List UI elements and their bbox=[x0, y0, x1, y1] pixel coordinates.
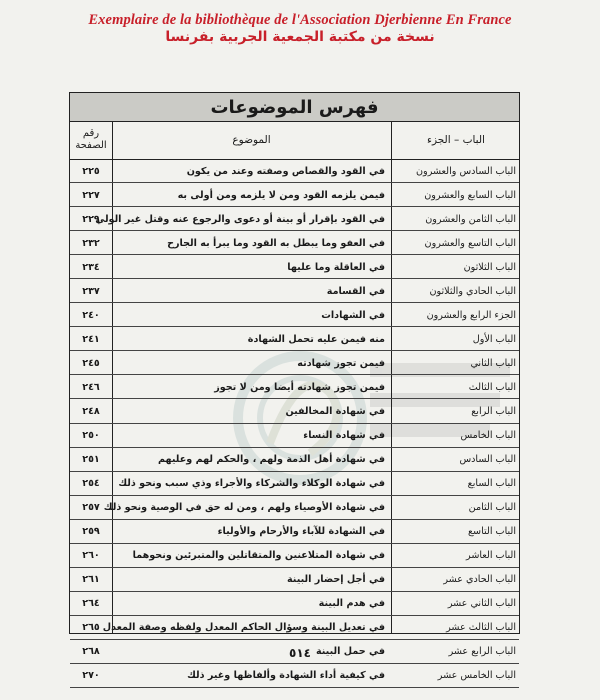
row-chapter: الباب الثالث عشر bbox=[446, 622, 516, 634]
row-page: ٢٤٨ bbox=[82, 405, 100, 417]
row-topic: في القسامة bbox=[326, 285, 385, 297]
row-topic: في حمل البينة bbox=[315, 646, 385, 658]
table-row bbox=[70, 351, 519, 375]
header-page-line2: الصفحة bbox=[75, 140, 107, 151]
row-topic: فيمن تجوز شهادته bbox=[297, 357, 385, 369]
row-topic: منه فيمن عليه تحمل الشهادة bbox=[247, 333, 385, 345]
row-rule bbox=[70, 687, 519, 688]
row-chapter: الباب الأول bbox=[472, 333, 516, 345]
row-chapter: الباب الثالث bbox=[468, 381, 516, 393]
table-row bbox=[70, 592, 519, 616]
page-number: ٥١٤ bbox=[289, 646, 311, 660]
row-chapter: الباب السابع والعشرون bbox=[424, 189, 516, 201]
row-chapter: الباب الثامن والعشرون bbox=[425, 213, 516, 225]
row-page: ٢٥٧ bbox=[82, 502, 100, 514]
row-topic: في شهادة المتلاعنين والمتقاتلين والمتبرئين ونحوهما bbox=[132, 550, 385, 562]
row-chapter: الباب العاشر bbox=[466, 550, 516, 562]
row-page: ٢٢٥ bbox=[82, 165, 100, 177]
row-page: ٢٣٤ bbox=[82, 261, 100, 273]
watermark-arabic: نسخة من مكتبة الجمعية الجربية بفرنسا bbox=[165, 29, 435, 45]
row-topic: في تعديل البينة وسؤال الحاكم المعدل ولفظه وصفة المعدل bbox=[102, 622, 385, 634]
row-chapter: الباب الحادي عشر bbox=[443, 574, 516, 586]
table-row bbox=[70, 231, 519, 255]
row-page: ٢٥٩ bbox=[82, 526, 100, 538]
table-row bbox=[70, 568, 519, 592]
table-row bbox=[70, 496, 519, 520]
table-row bbox=[70, 448, 519, 472]
table-row bbox=[70, 375, 519, 399]
table-row bbox=[70, 616, 519, 640]
row-chapter: الباب السادس bbox=[459, 454, 516, 466]
row-page: ٢٦٨ bbox=[82, 646, 100, 658]
table-row bbox=[70, 207, 519, 231]
row-page: ٢٣٧ bbox=[82, 285, 100, 297]
row-chapter: الباب الثلاثون bbox=[463, 261, 516, 273]
row-page: ٢٣٢ bbox=[82, 237, 100, 249]
row-page: ٢٦٠ bbox=[82, 550, 100, 562]
row-page: ٢٥٤ bbox=[82, 478, 100, 490]
row-page: ٢٢٩ bbox=[82, 213, 100, 225]
row-page: ٢٢٧ bbox=[82, 189, 100, 201]
row-topic: في شهادة الأوصياء ولهم ، ومن له حق في الوصية ونحو ذلك bbox=[103, 502, 385, 514]
index-rows bbox=[70, 159, 519, 688]
row-topic: في القود والقصاص وصفته وعند من يكون bbox=[186, 165, 385, 177]
row-topic: في القود بإقرار أو بينة أو دعوى والرجوع عنه وقتل غير الولي bbox=[95, 213, 385, 225]
header-page bbox=[70, 121, 112, 159]
row-chapter: الباب الثامن bbox=[468, 502, 516, 514]
row-topic: في شهادة الوكلاء والشركاء والأجراء وذي سبب ونحو ذلك bbox=[118, 478, 385, 490]
table-row bbox=[70, 279, 519, 303]
table-row bbox=[70, 520, 519, 544]
row-page: ٢٤٠ bbox=[82, 309, 100, 321]
index-title: فهرس الموضوعات bbox=[210, 96, 379, 118]
index-title-bar bbox=[70, 93, 519, 122]
row-chapter: الباب الرابع عشر bbox=[448, 646, 516, 658]
row-topic: في كيفية أداء الشهادة وألفاظها وغير ذلك bbox=[187, 670, 385, 682]
row-topic: في العفو وما يبطل به القود وما يبرأ به الجارح bbox=[167, 237, 385, 249]
table-row bbox=[70, 159, 519, 183]
table-row bbox=[70, 472, 519, 496]
row-topic: في شهادة أهل الذمة ولهم ، والحكم لهم وعليهم bbox=[158, 454, 385, 466]
table-row bbox=[70, 303, 519, 327]
row-chapter: الباب الخامس bbox=[460, 430, 516, 442]
row-page: ٢٥٠ bbox=[82, 430, 100, 442]
row-topic: في العاقلة وما عليها bbox=[287, 261, 385, 273]
row-chapter: الباب التاسع bbox=[467, 526, 516, 538]
row-page: ٢٧٠ bbox=[82, 670, 100, 682]
row-page: ٢٤١ bbox=[82, 333, 100, 345]
table-row bbox=[70, 327, 519, 351]
header-topic: الموضوع bbox=[232, 134, 271, 146]
header-row bbox=[70, 121, 519, 160]
row-page: ٢٦١ bbox=[82, 574, 100, 586]
row-chapter: الباب الثاني bbox=[470, 357, 516, 369]
row-chapter: الباب السادس والعشرون bbox=[416, 165, 516, 177]
row-chapter: الباب التاسع والعشرون bbox=[424, 237, 516, 249]
row-topic: في هدم البينة bbox=[318, 598, 385, 610]
row-chapter: الباب الرابع bbox=[471, 405, 516, 417]
row-topic: في الشهادة للآباء والأرحام والأولياء bbox=[217, 526, 385, 538]
row-page: ٢٥١ bbox=[82, 454, 100, 466]
table-row bbox=[70, 255, 519, 279]
watermark-french: Exemplaire de la bibliothèque de l'Association Djerbienne En France bbox=[88, 12, 512, 28]
row-chapter: الباب السابع bbox=[467, 478, 516, 490]
row-topic: في شهادة النساء bbox=[303, 430, 385, 442]
table-row bbox=[70, 183, 519, 207]
header-chapter: الباب – الجزء bbox=[427, 134, 485, 146]
row-topic: في شهادة المخالفين bbox=[285, 405, 385, 417]
table-row bbox=[70, 424, 519, 448]
table-row bbox=[70, 544, 519, 568]
row-chapter: الباب الحادي والثلاثون bbox=[429, 285, 516, 297]
row-page: ٢٤٦ bbox=[82, 381, 100, 393]
row-topic: في أجل إحضار البينة bbox=[286, 574, 385, 586]
header-page-line1: رقم bbox=[82, 128, 100, 139]
row-topic: في الشهادات bbox=[321, 309, 385, 321]
row-chapter: الجزء الرابع والعشرون bbox=[426, 309, 516, 321]
row-topic: فيمن يلزمه القود ومن لا يلزمه ومن أولى به bbox=[177, 189, 385, 201]
row-chapter: الباب الثاني عشر bbox=[447, 598, 516, 610]
table-row bbox=[70, 664, 519, 688]
table-row bbox=[70, 399, 519, 423]
row-topic: فيمن تجوز شهادته أيضا ومن لا تجوز bbox=[214, 381, 385, 393]
row-chapter: الباب الخامس عشر bbox=[437, 670, 516, 682]
row-page: ٢٤٥ bbox=[82, 357, 100, 369]
row-page: ٢٦٥ bbox=[82, 622, 100, 634]
row-page: ٢٦٤ bbox=[82, 598, 100, 610]
